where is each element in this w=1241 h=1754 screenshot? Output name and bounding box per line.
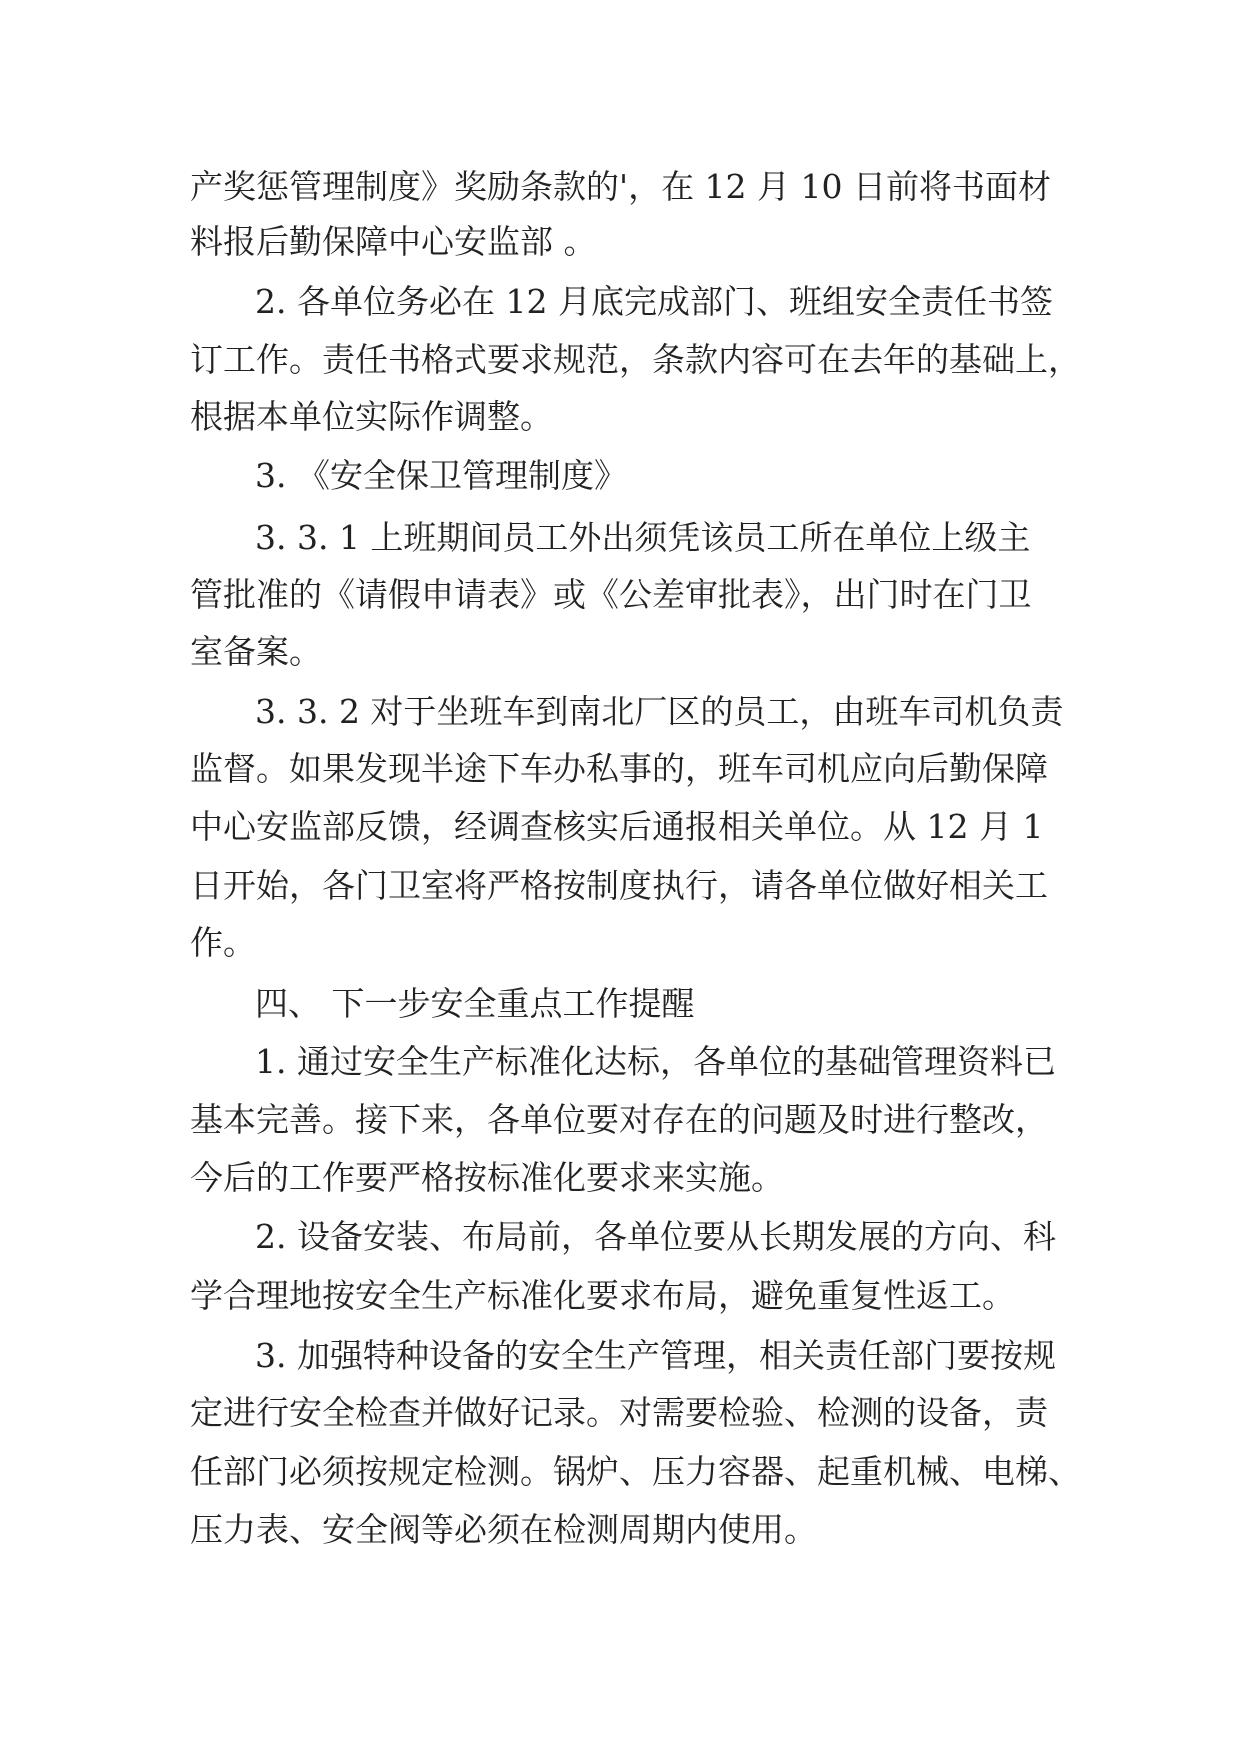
paragraph-line: 学合理地按安全生产标准化要求布局，避免重复性返工。 bbox=[190, 1276, 1015, 1315]
paragraph-line: 今后的工作要严格按标准化要求来实施。 bbox=[190, 1158, 784, 1197]
paragraph-line: 订工作。责任书格式要求规范，条款内容可在去年的基础上， bbox=[190, 340, 1081, 379]
paragraph-line: 2. 设备安装、布局前，各单位要从长期发展的方向、科 bbox=[255, 1217, 1056, 1256]
section-heading: 四、 下一步安全重点工作提醒 bbox=[255, 984, 695, 1023]
paragraph-line: 日开始，各门卫室将严格按制度执行，请各单位做好相关工 bbox=[190, 866, 1048, 905]
paragraph-line: 作。 bbox=[190, 923, 256, 962]
paragraph-line: 1. 通过安全生产标准化达标，各单位的基础管理资料已 bbox=[255, 1042, 1056, 1081]
paragraph-line: 定进行安全检查并做好记录。对需要检验、检测的设备，责 bbox=[190, 1393, 1048, 1432]
paragraph-line: 室备案。 bbox=[190, 632, 322, 671]
paragraph-line: 基本完善。接下来，各单位要对存在的问题及时进行整改， bbox=[190, 1100, 1048, 1139]
paragraph-line: 3. 加强特种设备的安全生产管理，相关责任部门要按规 bbox=[255, 1336, 1056, 1375]
paragraph-line: 根据本单位实际作调整。 bbox=[190, 397, 553, 436]
paragraph-line: 产奖惩管理制度》奖励条款的'，在 12 月 10 日前将书面材 bbox=[190, 167, 1052, 206]
paragraph-line: 2. 各单位务必在 12 月底完成部门、班组安全责任书签 bbox=[255, 282, 1053, 321]
paragraph-line: 管批准的《请假申请表》或《公差审批表》，出门时在门卫 bbox=[190, 575, 1032, 614]
paragraph-line: 任部门必须按规定检测。锅炉、压力容器、起重机械、电梯、 bbox=[190, 1452, 1081, 1491]
paragraph-line: 压力表、安全阀等必须在检测周期内使用。 bbox=[190, 1510, 817, 1549]
paragraph-line: 3. 3. 2 对于坐班车到南北厂区的员工，由班车司机负责 bbox=[255, 692, 1064, 731]
paragraph-line: 料报后勤保障中心安监部 。 bbox=[190, 222, 597, 261]
paragraph-line: 3. 《安全保卫管理制度》 bbox=[255, 456, 627, 495]
paragraph-line: 3. 3. 1 上班期间员工外出须凭该员工所在单位上级主 bbox=[255, 518, 1031, 557]
paragraph-line: 监督。如果发现半途下车办私事的，班车司机应向后勤保障 bbox=[190, 749, 1048, 788]
paragraph-line: 中心安监部反馈，经调查核实后通报相关单位。从 12 月 1 bbox=[190, 807, 1044, 846]
